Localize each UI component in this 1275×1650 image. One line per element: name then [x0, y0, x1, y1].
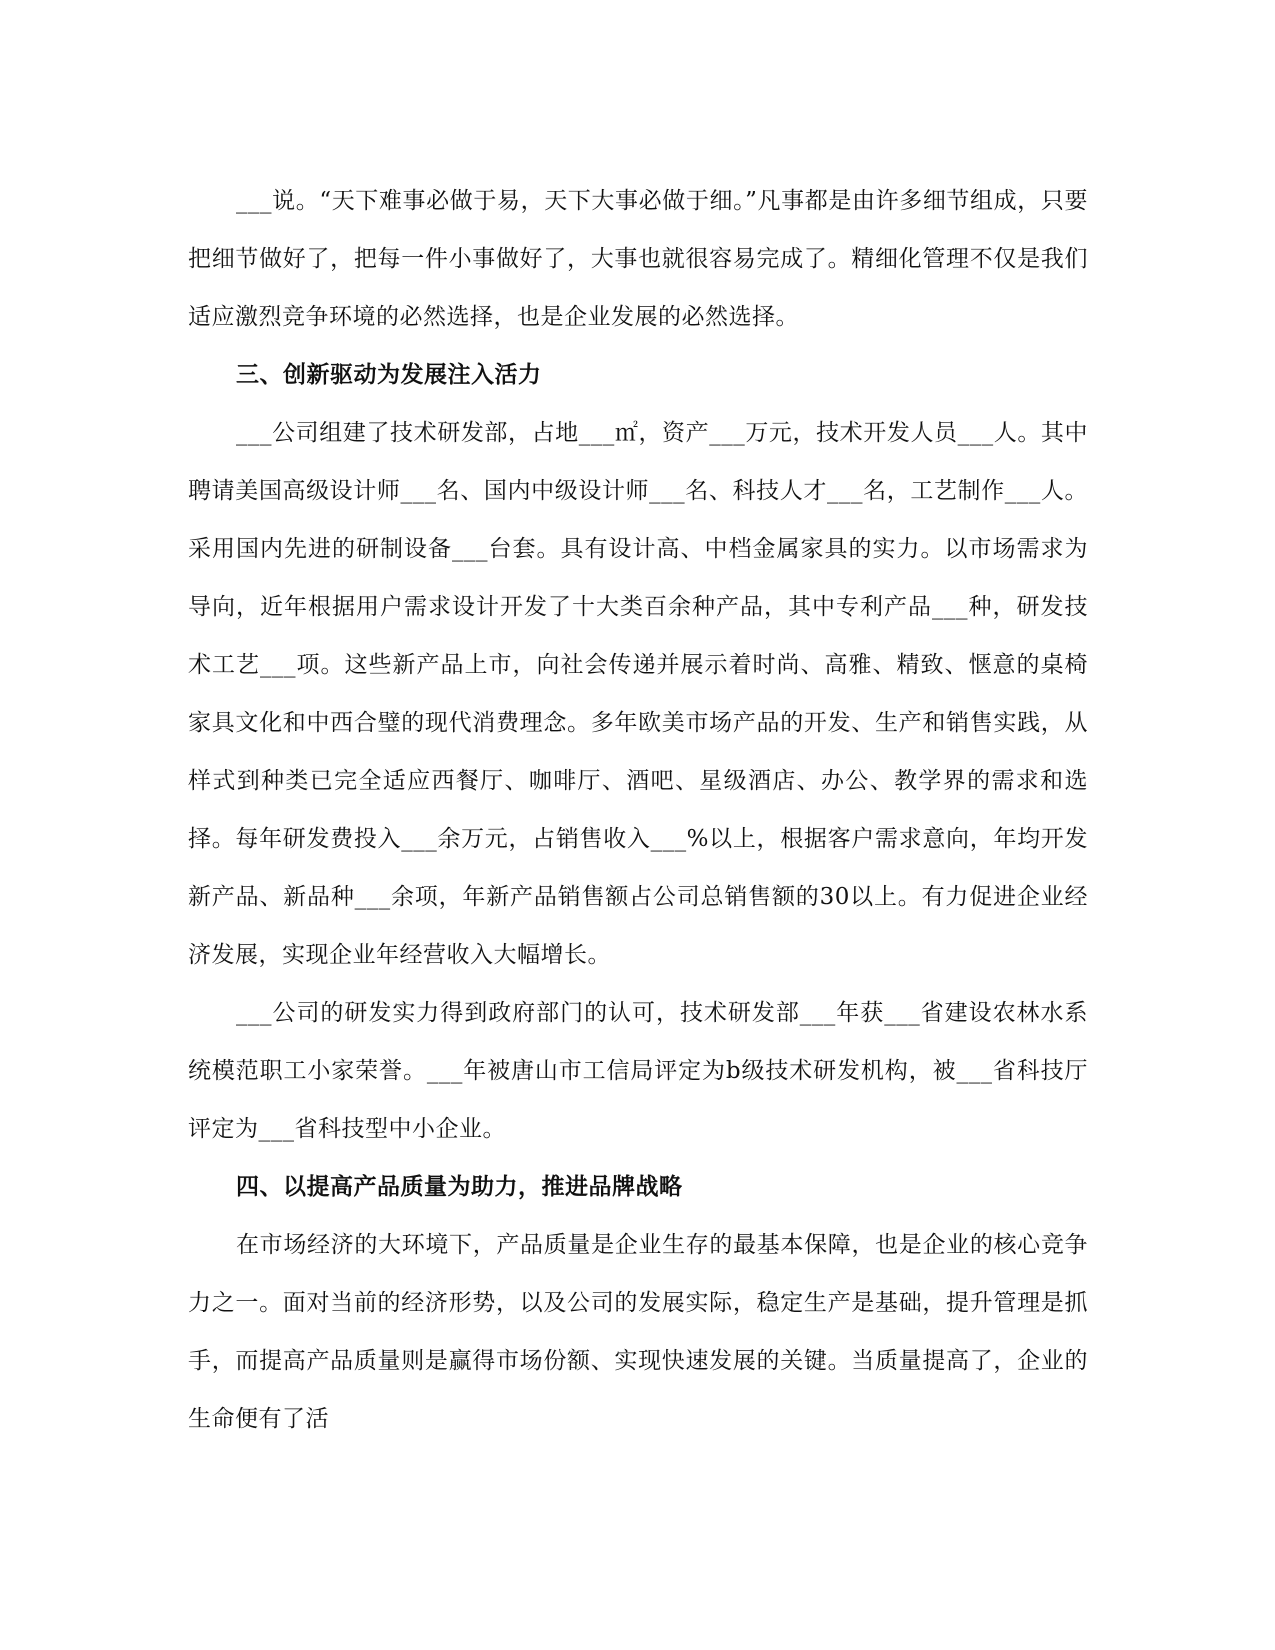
section-heading-innovation: 三、创新驱动为发展注入活力: [236, 362, 542, 388]
document-body: [188, 172, 1088, 1448]
paragraph-product-quality: 在市场经济的大环境下，产品质量是企业生存的最基本保障，也是企业的核心竞争力之一。面对当前的经济形势，以及公司的发展实际，稳定生产是基础，提升管理是抓手，而提高产品质量则是赢得市场份额、实现快速发展的关键。当质量提高了，企业的生命便有了活: [188, 1232, 1088, 1432]
paragraph-detail-management: ___说。“天下难事必做于易，天下大事必做于细。”凡事都是由许多细节组成，只要把细节做好了，把每一件小事做好了，大事也就很容易完成了。精细化管理不仅是我们适应激烈竞争环境的必然选择，也是企业发展的必然选择。: [188, 188, 1088, 330]
paragraph-rnd-recognition: ___公司的研发实力得到政府部门的认可，技术研发部___年获___省建设农林水系统模范职工小家荣誉。___年被唐山市工信局评定为b级技术研发机构，被___省科技厅评定为___省科技型中小企业。: [188, 1000, 1088, 1142]
paragraph-rnd-department: ___公司组建了技术研发部，占地___㎡，资产___万元，技术开发人员___人。其中聘请美国高级设计师___名、国内中级设计师___名、科技人才___名，工艺制作___人。采用国内先进的研制设备___台套。具有设计高、中档金属家具的实力。以市场需求为导向，近年根据用户需求设计开发了十大类百余种产品，其中专利产品___种，研发技术工艺___项。这些新产品上市，向社会传递并展示着时尚、高雅、精致、惬意的桌椅家具文化和中西合璧的现代消费理念。多年欧美市场产品的开发、生产和销售实践，从样式到种类已完全适应西餐厅、咖啡厅、酒吧、星级酒店、办公、教学界的需求和选择。每年研发费投入___余万元，占销售收入___%以上，根据客户需求意向，年均开发新产品、新品种___余项，年新产品销售额占公司总销售额的30以上。有力促进企业经济发展，实现企业年经营收入大幅增长。: [188, 420, 1089, 968]
section-heading-quality-brand: 四、以提高产品质量为助力，推进品牌战略: [236, 1174, 683, 1200]
